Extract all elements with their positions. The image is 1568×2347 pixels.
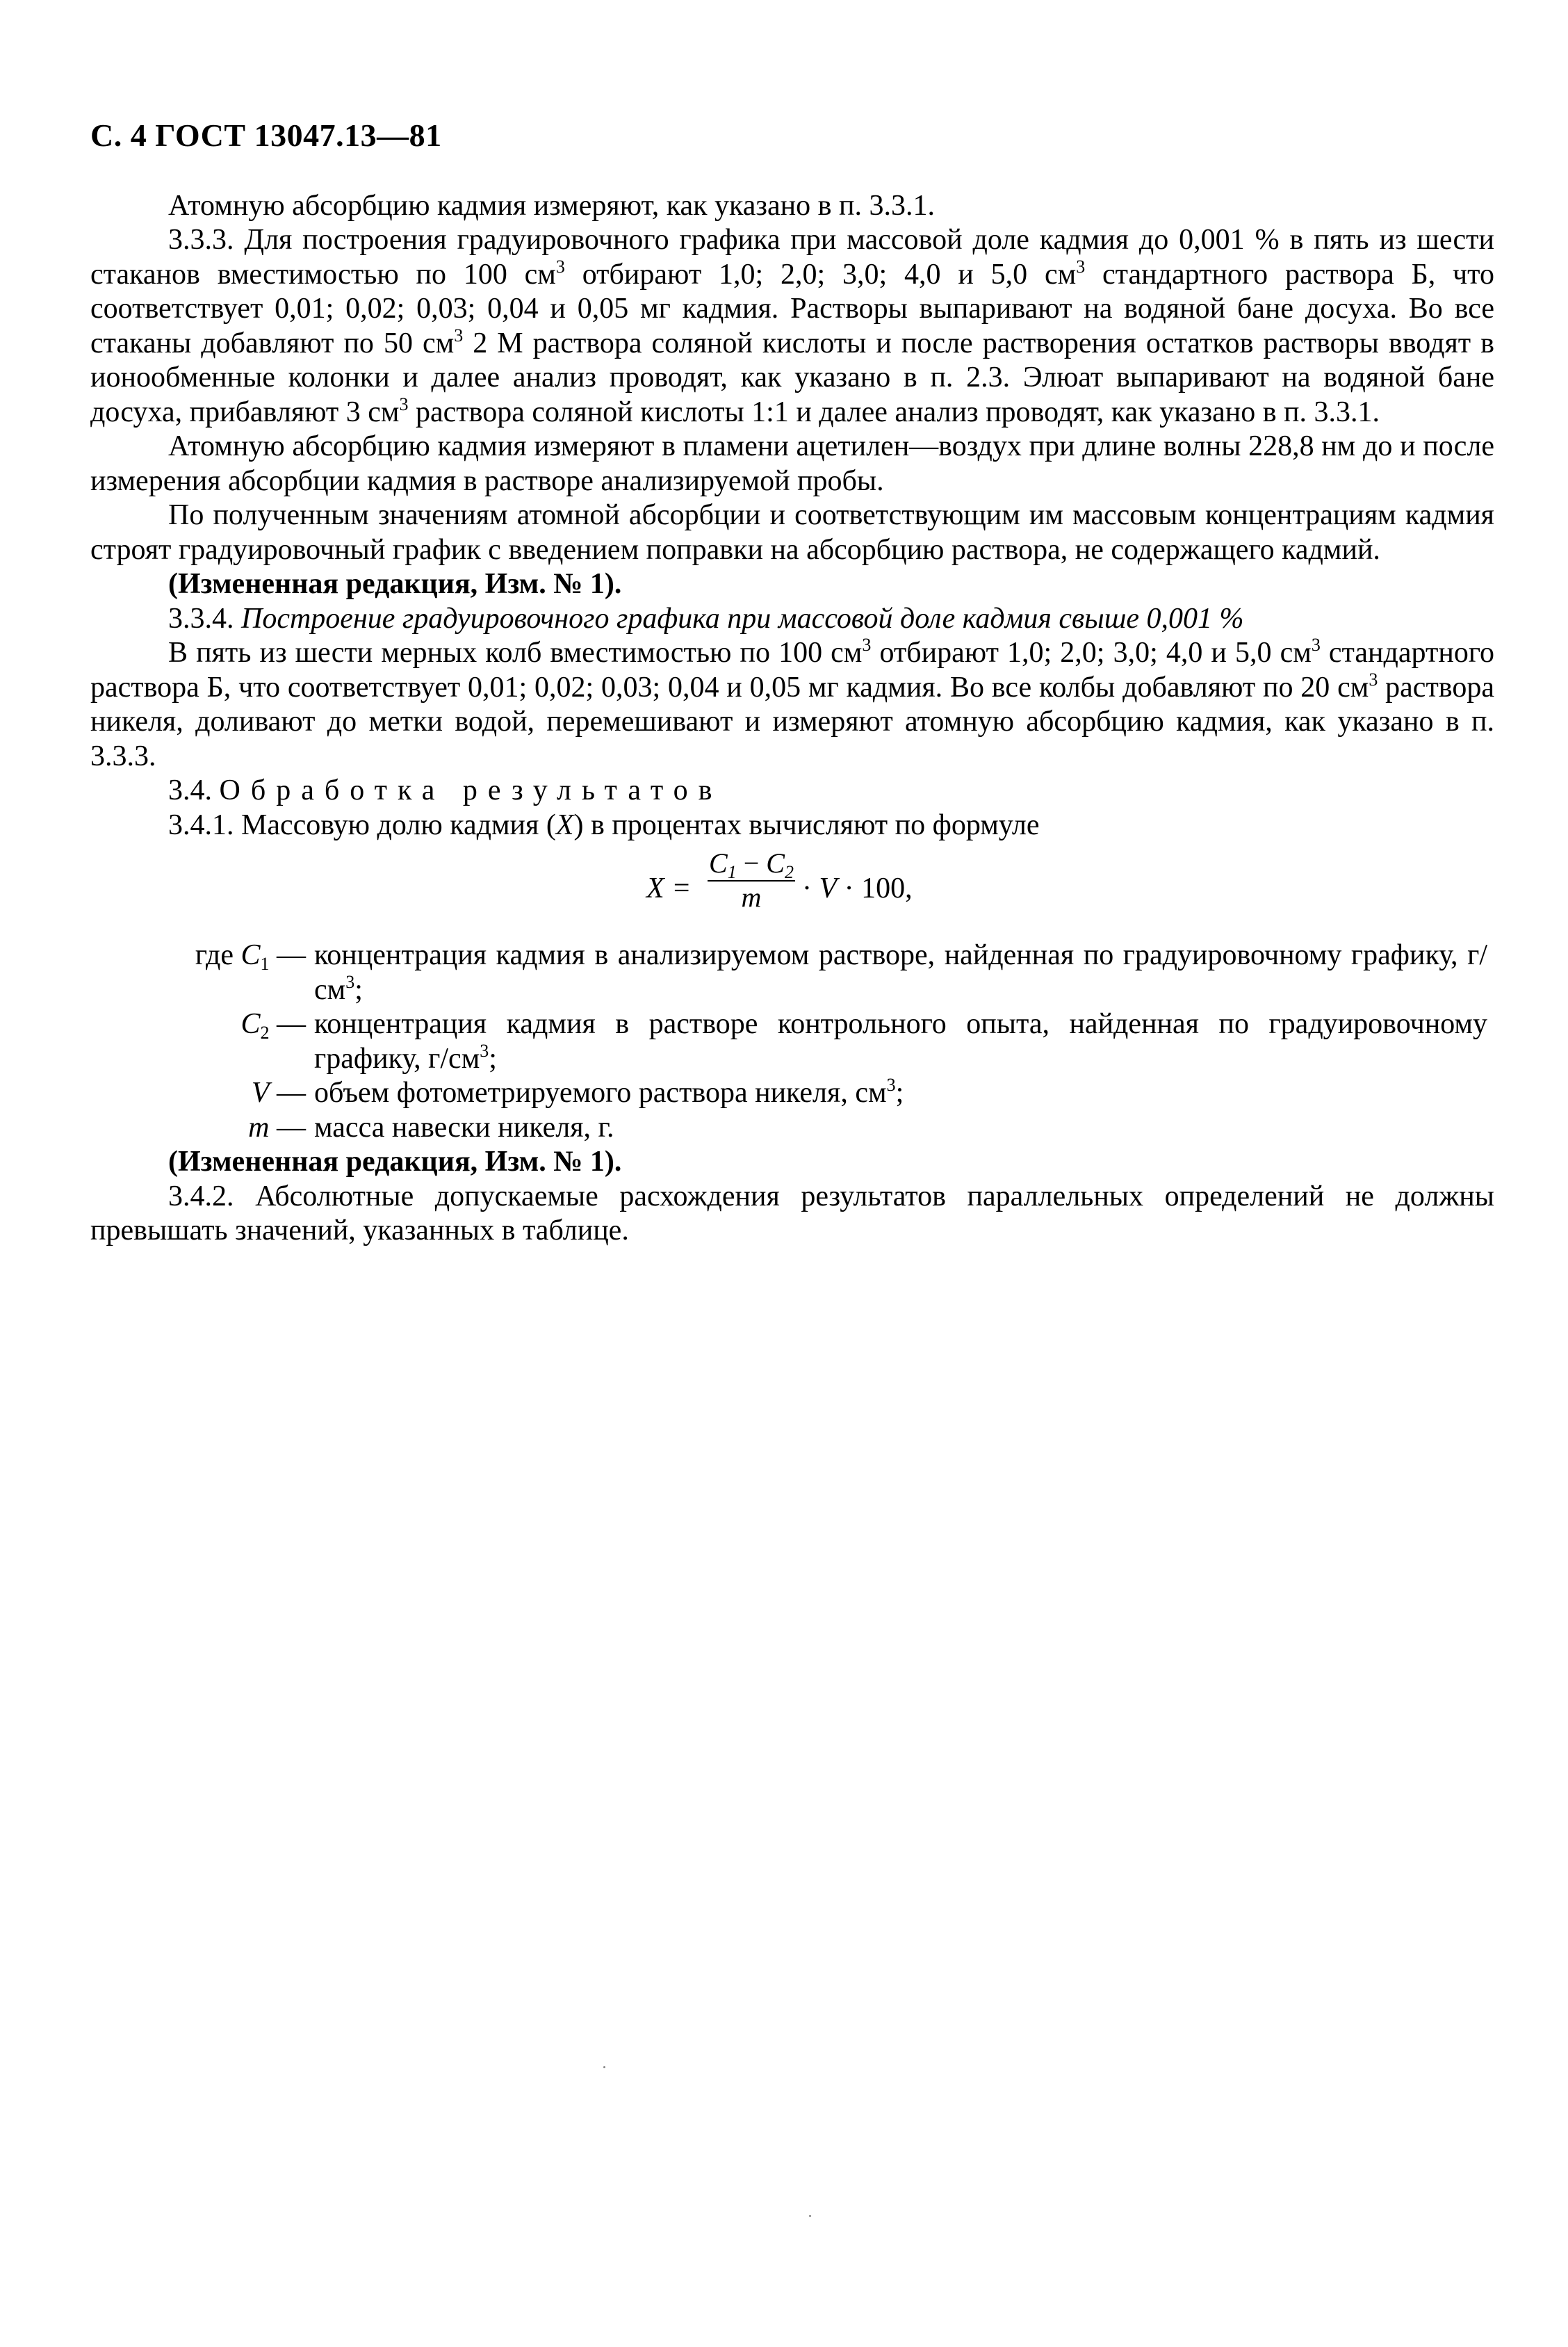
subscript: 1 xyxy=(260,954,270,974)
definition-term xyxy=(90,939,314,973)
text-run: 3.3.3. Для построения градуировочного графика при массовой доле кадмия до 0,001 % в пять из шести стаканов вместимостью по 100 см xyxy=(90,224,1494,291)
definition-symbol: C xyxy=(240,939,261,971)
text-run: ) в процентах вычисляют по формуле xyxy=(573,809,1040,841)
section-title: Построение градуировочного графика при массовой доле кадмия свыше 0,001 % xyxy=(241,602,1244,635)
scan-speck xyxy=(603,2066,605,2068)
formula-dot: · xyxy=(802,872,819,904)
superscript: 3 xyxy=(480,1040,489,1061)
amendment-note: (Измененная редакция, Изм. № 1). xyxy=(168,568,622,600)
formula-c1: C xyxy=(709,847,728,879)
formula-denominator: m xyxy=(741,882,762,913)
definition-text xyxy=(314,939,1494,1007)
scan-speck xyxy=(809,2215,811,2217)
text-run: раствора соляной кислоты 1:1 и далее анализ проводят, как указано в п. 3.3.1. xyxy=(408,396,1380,428)
superscript: 3 xyxy=(886,1075,896,1095)
text-run: отбирают 1,0; 2,0; 3,0; 4,0 и 5,0 см xyxy=(871,637,1312,669)
superscript: 3 xyxy=(555,256,565,277)
formula-minus: − xyxy=(736,847,767,879)
page-header: С. 4 ГОСТ 13047.13—81 xyxy=(90,117,442,153)
superscript: 3 xyxy=(1311,635,1321,655)
text-run: концентрация кадмия в растворе контрольного опыта, найденная по градуировочному графику, г/см xyxy=(314,1008,1487,1075)
definition-text xyxy=(314,1111,1494,1146)
paragraph: Атомную абсорбцию кадмия измеряют, как указано в п. 3.3.1. xyxy=(168,189,935,222)
text-run: ; xyxy=(489,1042,497,1075)
definition-term xyxy=(90,1111,314,1146)
definition-symbol: V xyxy=(251,1077,270,1109)
text-run: ; xyxy=(354,973,363,1006)
text-run: объем фотометрируемого раствора никеля, см xyxy=(314,1077,887,1109)
amendment-note: (Измененная редакция, Изм. № 1). xyxy=(168,1146,622,1178)
text-run: масса навески никеля, г. xyxy=(314,1111,614,1144)
paragraph-3-3-4 xyxy=(90,602,1494,637)
definition-row xyxy=(90,939,1494,1007)
text-run: раствора никеля, доливают до метки водой, перемешивают и измеряют атомную абсорбцию кадмия, как указано в п. 3.3.3. xyxy=(90,671,1494,772)
section-number: 3.3.4. xyxy=(168,602,241,635)
formula-lhs: X = xyxy=(646,872,692,904)
paragraph-3-3-3 xyxy=(90,223,1494,430)
text-run: стандартного раствора Б, что соответствует 0,01; 0,02; 0,03; 0,04 и 0,05 мг кадмия. Растворы выпаривают на водяной бане досуха. Во все стаканы добавляют по 50 см xyxy=(90,258,1494,359)
paragraph-3-4 xyxy=(90,774,1494,809)
subscript: 2 xyxy=(260,1023,270,1043)
definition-row xyxy=(90,1007,1494,1076)
text-run: В пять из шести мерных колб вместимостью по 100 см xyxy=(168,637,863,669)
definition-row xyxy=(90,1076,1494,1111)
variable-x: X xyxy=(555,809,574,841)
definition-dash: — xyxy=(269,1111,306,1144)
definition-dash: — xyxy=(269,1008,306,1040)
definition-symbol: C xyxy=(240,1008,261,1040)
text-run: концентрация кадмия в анализируемом растворе, найденная по градуировочному графику, г/см xyxy=(314,939,1487,1006)
superscript: 3 xyxy=(1369,669,1378,690)
definition-term xyxy=(90,1007,314,1042)
formula-rhs xyxy=(802,872,913,907)
formula-c2: C xyxy=(766,847,785,879)
text-run: отбирают 1,0; 2,0; 3,0; 4,0 и 5,0 см xyxy=(564,258,1077,291)
superscript: 3 xyxy=(399,393,409,414)
variable-definitions xyxy=(90,939,1494,1145)
formula-tail: · 100, xyxy=(837,872,913,904)
definition-row xyxy=(90,1111,1494,1146)
formula xyxy=(90,845,1494,934)
definition-dash: — xyxy=(269,939,306,971)
subscript: 2 xyxy=(784,862,794,882)
section-title: Обработка результатов xyxy=(219,774,723,806)
definition-prefix: где xyxy=(195,939,241,971)
superscript: 3 xyxy=(454,325,464,346)
text-run: стандартного раствора Б, что соответствует 0,01; 0,02; 0,03; 0,04 и 0,05 мг кадмия. Во все колбы добавляют по 20 см xyxy=(90,637,1495,704)
superscript: 3 xyxy=(345,971,355,992)
paragraph: Атомную абсорбцию кадмия измеряют в пламени ацетилен—воздух при длине волны 228,8 нм до и после измерения абсорбции кадмия в растворе анализируемой пробы. xyxy=(90,430,1494,497)
text-run: 3.4.1. Массовую долю кадмия ( xyxy=(168,809,556,841)
definition-symbol: m xyxy=(248,1111,270,1144)
subscript: 1 xyxy=(727,862,737,882)
superscript: 3 xyxy=(862,635,872,655)
paragraph: По полученным значениям атомной абсорбции и соответствующим им массовым концентрациям кадмия строят градуировочный график с введением поправки на абсорбцию раствора, не содержащего кадмий. xyxy=(90,499,1494,566)
paragraph xyxy=(90,636,1494,774)
definition-text xyxy=(314,1076,1494,1111)
text-run: 2 М раствора соляной кислоты и после растворения остатков растворы вводят в ионообменные колонки и далее анализ проводят, как указано в п. 2.3. Элюат выпаривают на водяной бане досуха, прибавляют 3 см xyxy=(90,327,1494,428)
paragraph-3-4-2: 3.4.2. Абсолютные допускаемые расхождения результатов параллельных определений не должны превышать значений, указанных в таблице. xyxy=(90,1180,1494,1246)
formula-fraction xyxy=(708,848,795,913)
document-page xyxy=(90,118,1494,1249)
definition-text xyxy=(314,1007,1494,1076)
superscript: 3 xyxy=(1076,256,1086,277)
formula-v: V xyxy=(819,872,838,904)
definition-dash: — xyxy=(269,1077,306,1109)
section-number: 3.4. xyxy=(168,774,220,806)
formula-numerator xyxy=(708,848,795,882)
text-run: ; xyxy=(895,1077,904,1109)
definition-term xyxy=(90,1076,314,1111)
paragraph-3-4-1 xyxy=(90,809,1494,843)
